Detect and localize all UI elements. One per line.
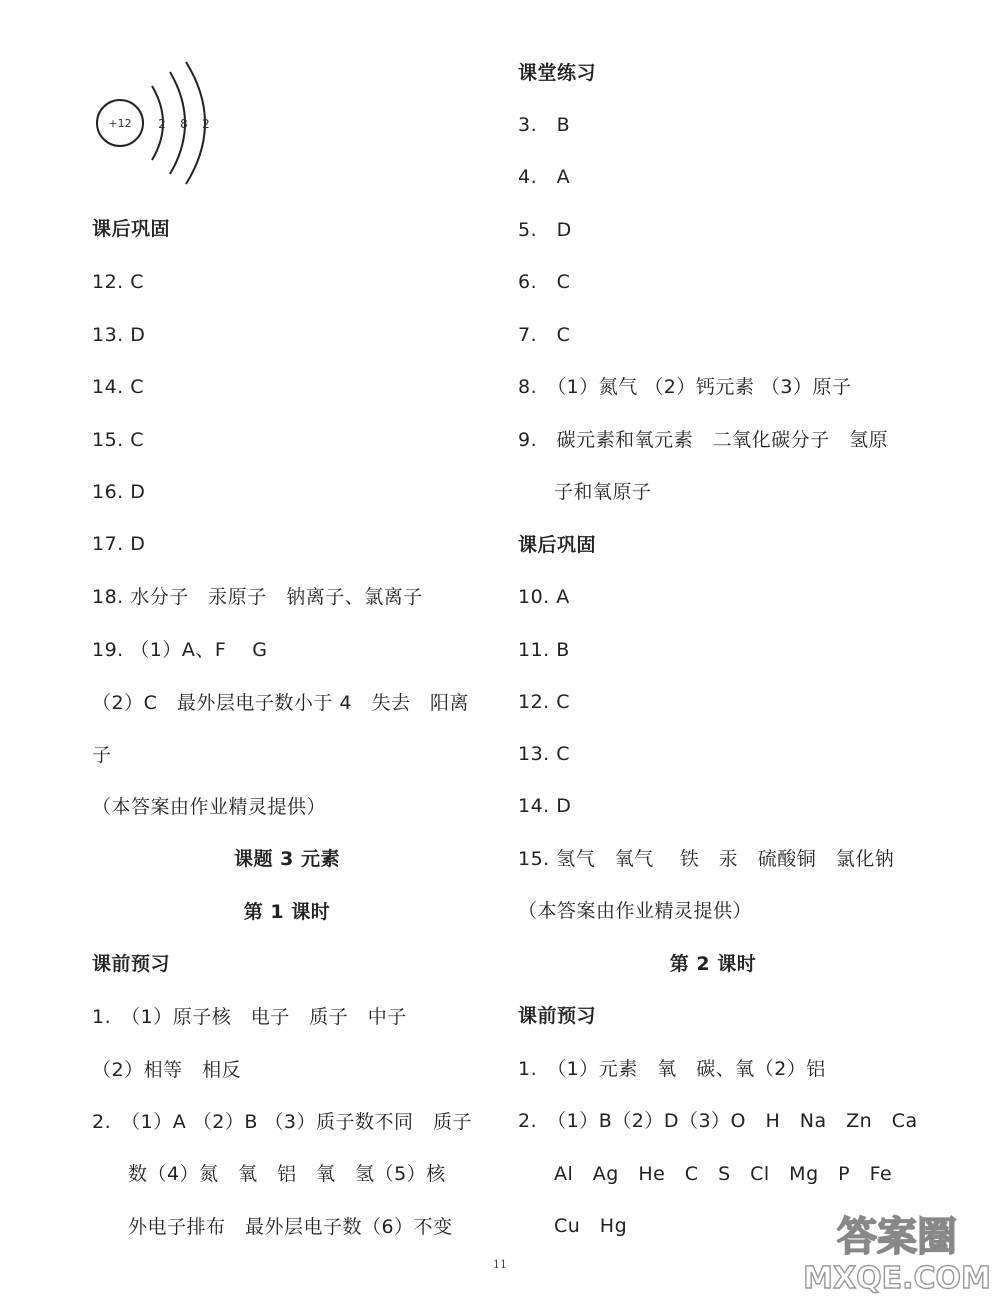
answer-line: 12. C xyxy=(518,691,571,713)
section-heading: 课后巩固 xyxy=(518,534,597,556)
answer-line: （2）C 最外层电子数小于 4 失去 阳离 xyxy=(92,692,469,714)
watermark-top-text: 答案圈 xyxy=(837,1214,957,1260)
answer-line: 1. （1）元素 氧 碳、氧（2）铝 xyxy=(518,1058,826,1080)
lesson-title: 第 1 课时 xyxy=(243,901,331,923)
nucleus-charge: +12 xyxy=(108,117,132,130)
shell-3-count: 2 xyxy=(202,117,210,131)
answer-line: 13. D xyxy=(92,324,146,346)
page-number: 11 xyxy=(493,1258,507,1271)
atom-structure-diagram xyxy=(88,56,228,191)
answer-line: 18. 水分子 汞原子 钠离子、氯离子 xyxy=(92,586,423,608)
answer-line: （本答案由作业精灵提供） xyxy=(518,900,753,922)
answer-line: （2）相等 相反 xyxy=(92,1059,242,1081)
answer-line: 14. D xyxy=(518,795,572,817)
answer-line: 4. A xyxy=(518,166,571,188)
answer-line: 16. D xyxy=(92,481,146,503)
answer-line: 外电子排布 最外层电子数（6）不变 xyxy=(128,1216,453,1238)
answer-line: Al Ag He C S Cl Mg P Fe xyxy=(554,1163,893,1185)
answer-line: 2. （1）B（2）D（3）O H Na Zn Ca xyxy=(518,1110,918,1132)
answer-line: 1. （1）原子核 电子 质子 中子 xyxy=(92,1006,407,1028)
section-heading: 课前预习 xyxy=(92,953,171,975)
answer-line: 3. B xyxy=(518,114,571,136)
watermark-logo xyxy=(802,1206,992,1296)
answer-line: Cu Hg xyxy=(554,1215,628,1237)
lesson-title: 课题 3 元素 xyxy=(234,848,340,870)
lesson-title: 第 2 课时 xyxy=(669,953,757,975)
answer-line: 子和氧原子 xyxy=(554,481,652,503)
answer-line: 5. D xyxy=(518,219,572,241)
answer-line: 12. C xyxy=(92,271,145,293)
answer-line: 7. C xyxy=(518,324,571,346)
shell-1-count: 2 xyxy=(158,117,166,131)
answer-line: 17. D xyxy=(92,533,146,555)
section-heading: 课前预习 xyxy=(518,1005,597,1027)
answer-line: （本答案由作业精灵提供） xyxy=(92,796,327,818)
answer-line: 15. 氢气 氧气 铁 汞 硫酸铜 氯化钠 xyxy=(518,848,895,870)
answer-line: 子 xyxy=(92,744,112,766)
answer-line: 14. C xyxy=(92,376,145,398)
answer-line: 10. A xyxy=(518,586,570,608)
answer-line: 15. C xyxy=(92,429,145,451)
section-heading: 课后巩固 xyxy=(92,218,171,240)
answer-line: 19. （1）A、F G xyxy=(92,639,268,661)
answer-line: 6. C xyxy=(518,271,571,293)
answer-line: 2. （1）A （2）B （3）质子数不同 质子 xyxy=(92,1111,473,1133)
shell-2-count: 8 xyxy=(180,117,188,131)
section-heading: 课堂练习 xyxy=(518,62,597,84)
answer-line: 8. （1）氮气 （2）钙元素 （3）原子 xyxy=(518,376,852,398)
watermark-bottom-text: MXQE.COM xyxy=(803,1261,991,1296)
answer-line: 13. C xyxy=(518,743,571,765)
answer-line: 数（4）氮 氧 铝 氧 氢（5）核 xyxy=(128,1163,446,1185)
answer-line: 9. 碳元素和氧元素 二氧化碳分子 氢原 xyxy=(518,429,889,451)
answer-line: 11. B xyxy=(518,639,570,661)
